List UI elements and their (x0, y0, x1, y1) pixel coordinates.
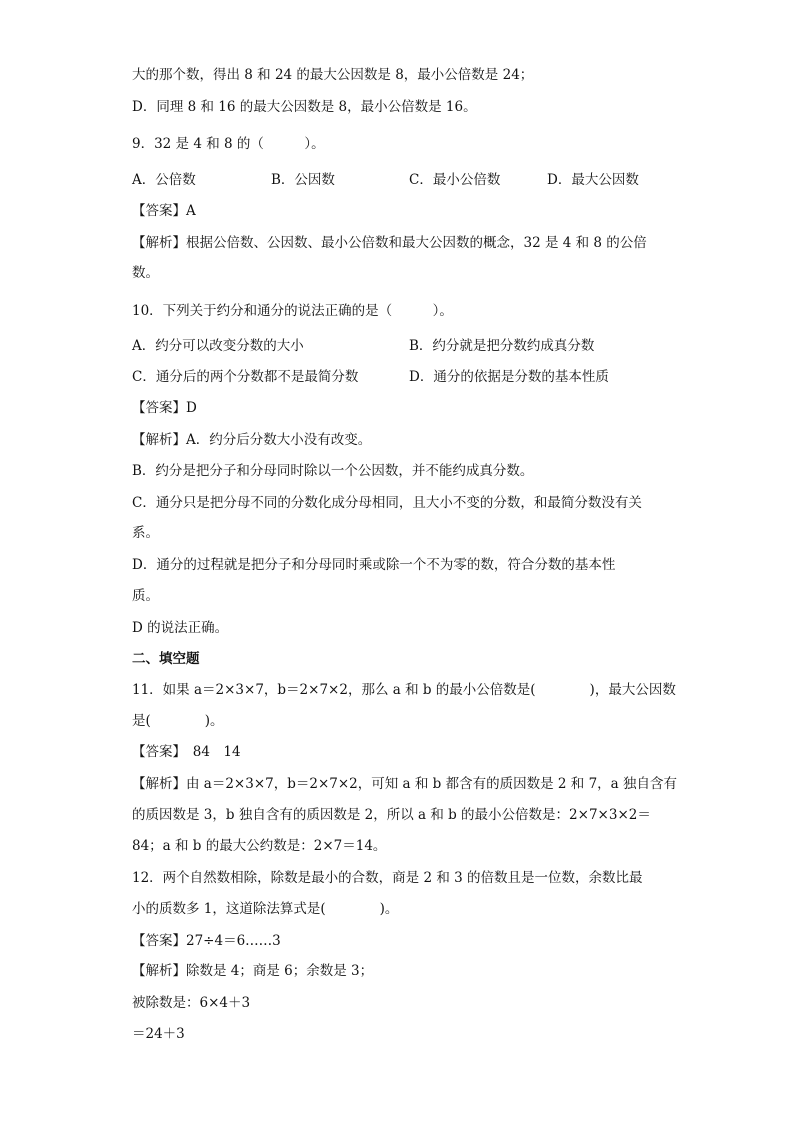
answer-12: 【答案】27÷4＝6……3 (132, 933, 281, 949)
q10-option-c: C．通分后的两个分数都不是最简分数 (132, 369, 359, 385)
answer-9: 【答案】A (132, 203, 196, 219)
answer-10: 【答案】D (132, 400, 197, 416)
analysis-12: 【解析】除数是 4；商是 6；余数是 3； (132, 963, 374, 979)
question-12: 12．两个自然数相除，除数是最小的合数，商是 2 和 3 的倍数且是一位数，余数比最 (132, 870, 643, 886)
text-line: 小的质数多 1，这道除法算式是( )。 (132, 901, 399, 917)
text-line: 数。 (132, 265, 159, 281)
q9-option-b: B．公因数 (271, 172, 335, 188)
q9-option-a: A．公倍数 (132, 172, 196, 188)
text-line: 的质因数是 3，b 独自含有的质因数是 2，所以 a 和 b 的最小公倍数是：2×7×3×2＝ (132, 807, 651, 823)
text-line: 系。 (132, 525, 159, 541)
question-10: 10．下列关于约分和通分的说法正确的是（ ）。 (132, 303, 453, 319)
text-line: B．约分是把分子和分母同时除以一个公因数，并不能约成真分数。 (132, 463, 534, 479)
text-line: D 的说法正确。 (132, 620, 229, 636)
text-line: C．通分只是把分母不同的分数化成分母相同，且大小不变的分数，和最简分数没有关 (132, 495, 642, 511)
answer-11: 【答案】 84 14 (132, 744, 241, 760)
text-line: ＝24＋3 (132, 1026, 185, 1042)
text-line: 大的那个数，得出 8 和 24 的最大公因数是 8，最小公倍数是 24； (132, 67, 534, 83)
text-line: 是( )。 (132, 713, 224, 729)
q9-option-d: D．最大公因数 (547, 172, 639, 188)
text-line: 质。 (132, 588, 159, 604)
question-9: 9．32 是 4 和 8 的（ ）。 (132, 136, 325, 152)
question-11: 11．如果 a＝2×3×7，b＝2×7×2，那么 a 和 b 的最小公倍数是( )，最大公因数 (132, 682, 676, 698)
q10-option-a: A．约分可以改变分数的大小 (132, 338, 304, 354)
q9-option-c: C．最小公倍数 (409, 172, 501, 188)
analysis-11: 【解析】由 a＝2×3×7，b＝2×7×2，可知 a 和 b 都含有的质因数是 2 和 7，a 独自含有 (132, 776, 678, 792)
analysis-9: 【解析】根据公倍数、公因数、最小公倍数和最大公因数的概念，32 是 4 和 8 的公倍 (132, 235, 647, 251)
q10-option-b: B．约分就是把分数约成真分数 (409, 338, 595, 354)
q10-option-d: D．通分的依据是分数的基本性质 (409, 369, 609, 385)
text-line: 被除数是：6×4＋3 (132, 995, 251, 1011)
text-line: D．通分的过程就是把分子和分母同时乘或除一个不为零的数，符合分数的基本性 (132, 557, 616, 573)
section-heading: 二、填空题 (132, 651, 200, 667)
text-line: 84；a 和 b 的最大公约数是：2×7＝14。 (132, 838, 387, 854)
text-line: D．同理 8 和 16 的最大公因数是 8，最小公倍数是 16。 (132, 99, 477, 115)
analysis-10: 【解析】A．约分后分数大小没有改变。 (132, 432, 372, 448)
